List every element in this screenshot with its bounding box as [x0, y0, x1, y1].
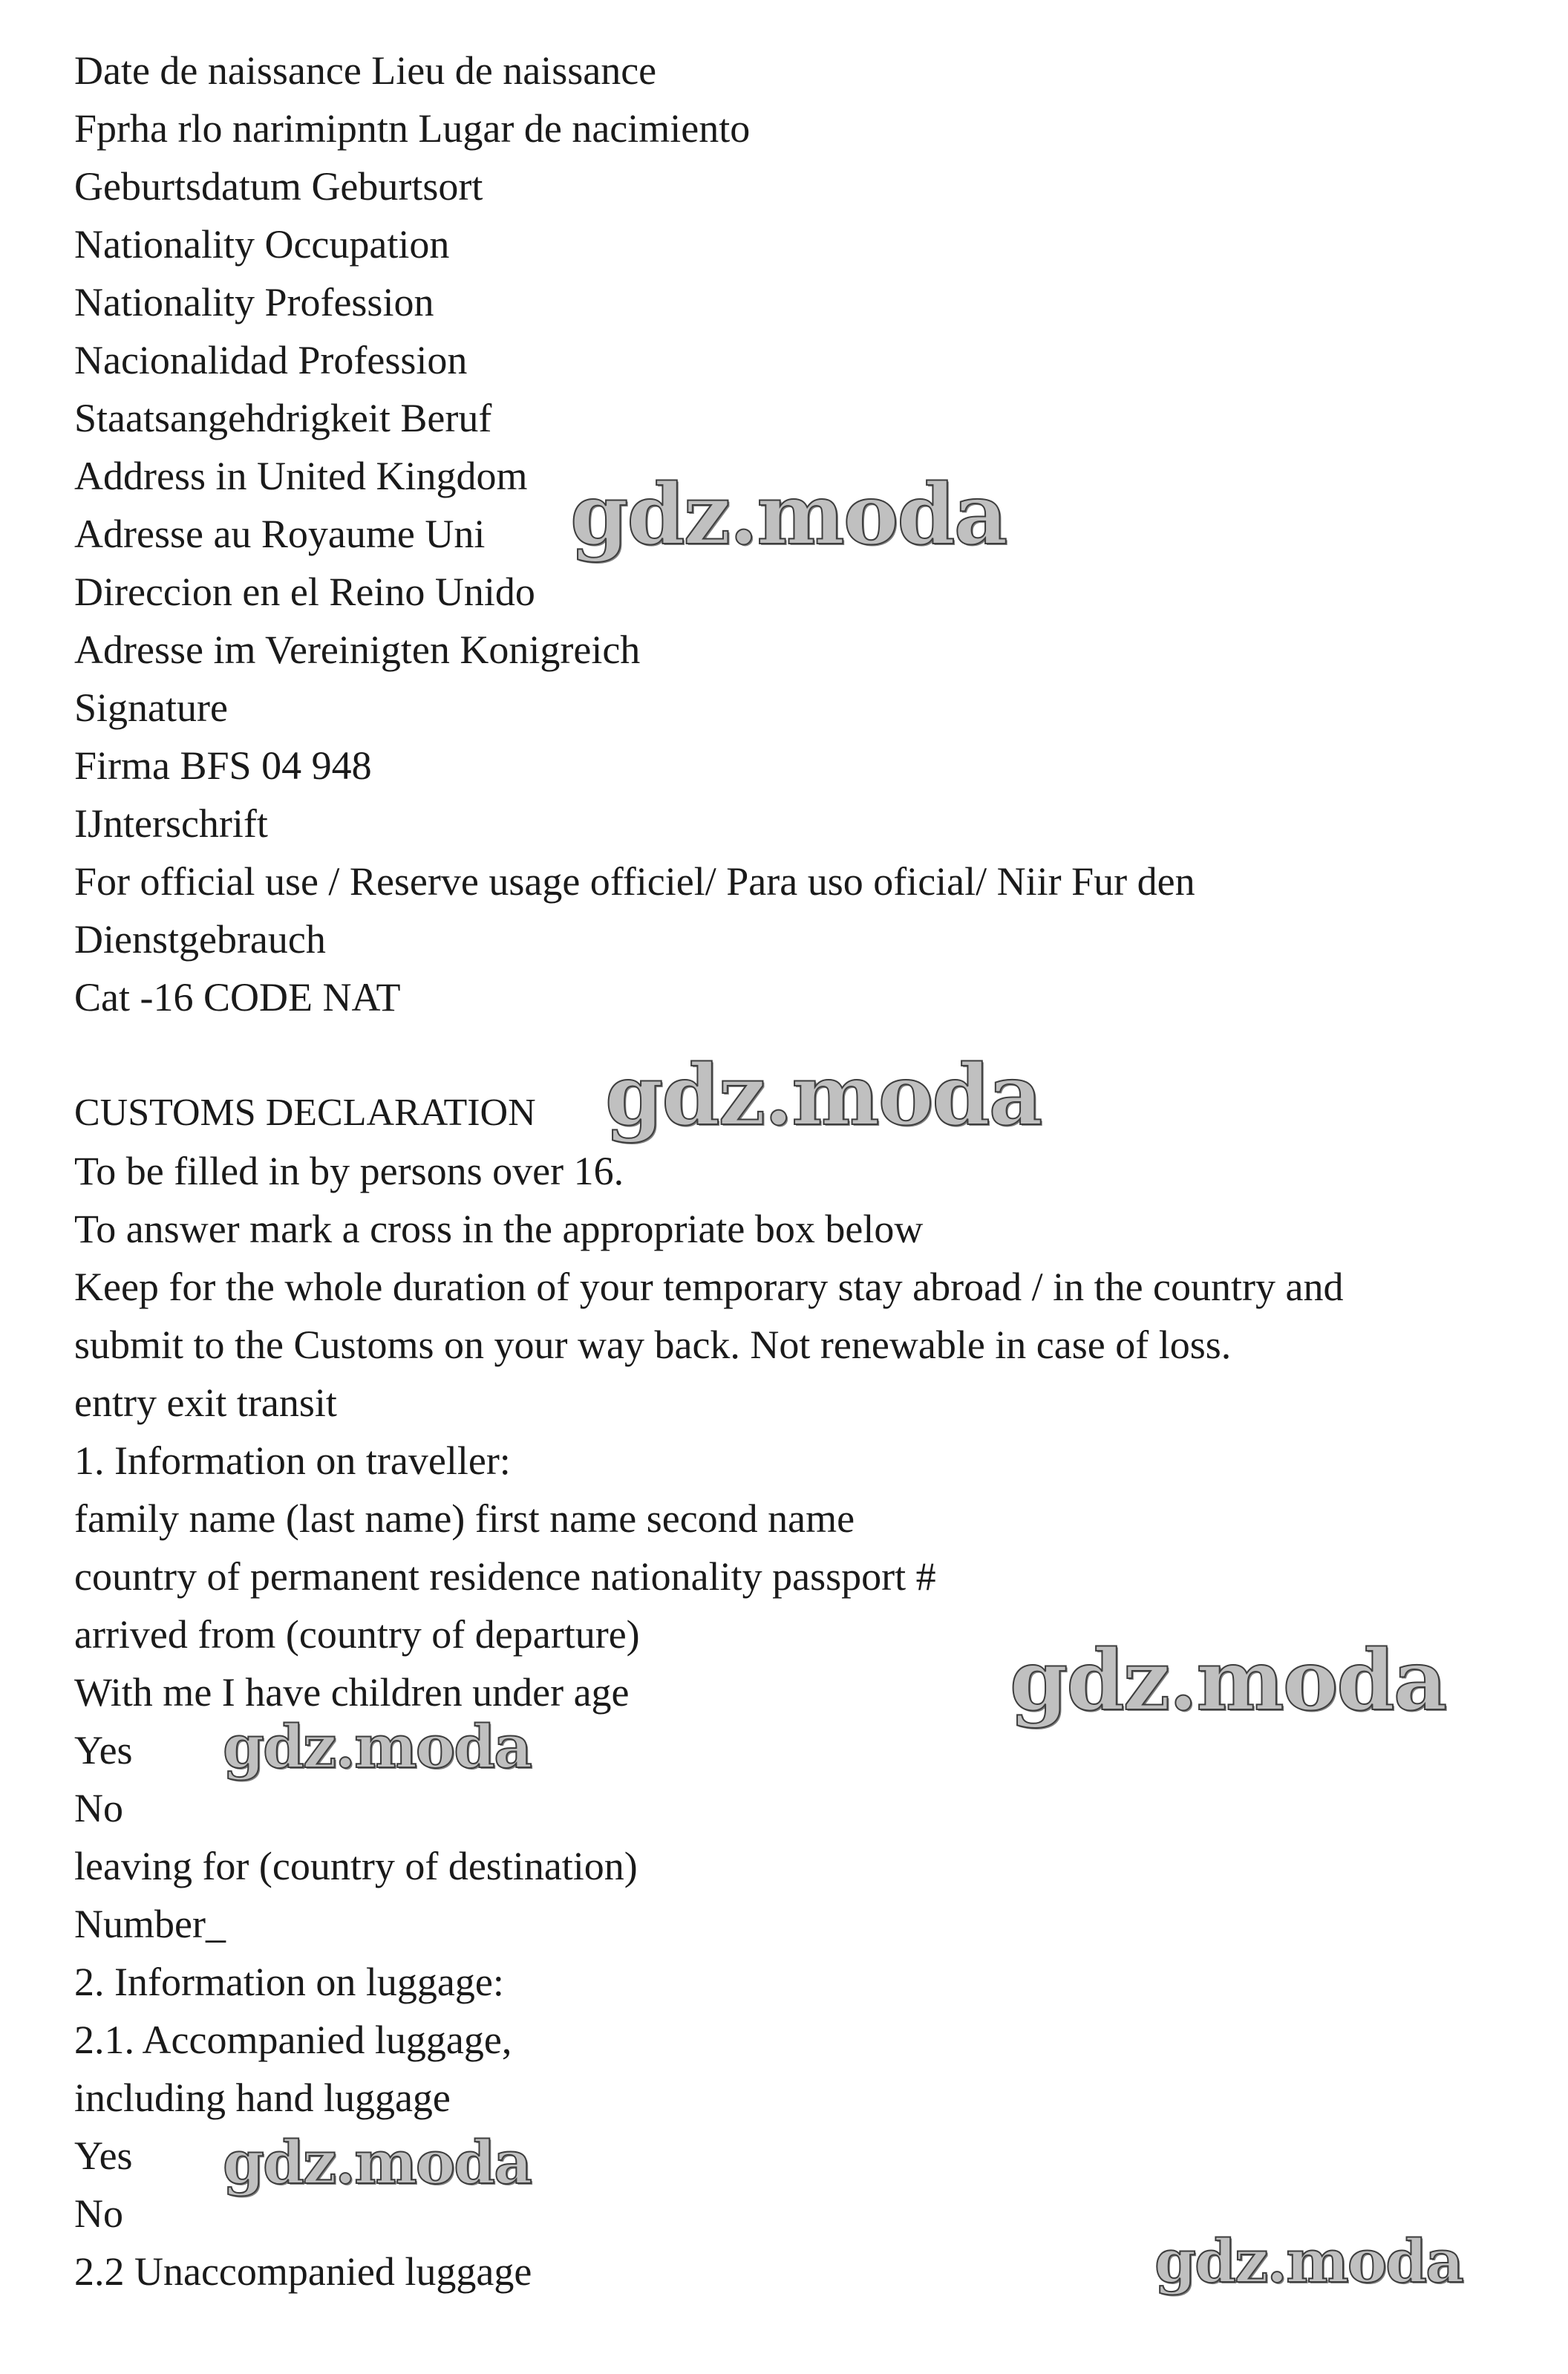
- text-line: Firma BFS 04 948: [74, 743, 372, 788]
- text-line: Signature: [74, 685, 228, 730]
- text-line: Nationality Profession: [74, 280, 434, 325]
- text-line: submit to the Customs on your way back. Not renewable in case of loss.: [74, 1323, 1232, 1367]
- text-line: Date de naissance Lieu de naissance: [74, 48, 657, 93]
- watermark-logo: gdz.moda: [570, 466, 1007, 564]
- text-line: Yes: [74, 2133, 133, 2178]
- text-line: No: [74, 2191, 123, 2236]
- watermark-logo: gdz.moda: [223, 1712, 531, 1781]
- text-line: Nacionalidad Profession: [74, 338, 468, 382]
- text-line: Dienstgebrauch: [74, 917, 326, 962]
- watermark-logo: gdz.moda: [1010, 1632, 1446, 1729]
- text-line: Staatsangehdrigkeit Beruf: [74, 396, 492, 440]
- text-line: Address in United Kingdom: [74, 454, 528, 498]
- text-line: IJnterschrift: [74, 801, 268, 846]
- text-line: 1. Information on traveller:: [74, 1438, 511, 1483]
- watermark-logo: gdz.moda: [605, 1047, 1042, 1144]
- text-line: country of permanent residence nationality passport #: [74, 1554, 936, 1599]
- text-line: To answer mark a cross in the appropriate box below: [74, 1207, 924, 1251]
- text-line: Number_: [74, 1902, 226, 1946]
- text-line: Adresse im Vereinigten Konigreich: [74, 627, 641, 672]
- watermark-logo: gdz.moda: [1154, 2226, 1463, 2296]
- text-line: Keep for the whole duration of your temporary stay abroad / in the country and: [74, 1265, 1344, 1309]
- text-line: Cat -16 CODE NAT: [74, 975, 401, 1020]
- text-line: Direccion en el Reino Unido: [74, 570, 535, 614]
- text-line: 2.1. Accompanied luggage,: [74, 2018, 512, 2062]
- text-line: For official use / Reserve usage officiel/ Para uso oficial/ Niir Fur den: [74, 859, 1195, 904]
- text-line: arrived from (country of departure): [74, 1612, 640, 1657]
- text-line: 2. Information on luggage:: [74, 1960, 504, 2004]
- text-line: Yes: [74, 1728, 133, 1773]
- text-line: Nationality Occupation: [74, 222, 450, 267]
- text-line: No: [74, 1786, 123, 1830]
- text-line: With me I have children under age: [74, 1670, 630, 1715]
- text-line: 2.2 Unaccompanied luggage: [74, 2249, 532, 2294]
- text-line: entry exit transit: [74, 1380, 337, 1425]
- customs-heading: CUSTOMS DECLARATION: [74, 1092, 536, 1134]
- watermark-logo: gdz.moda: [223, 2127, 531, 2197]
- text-line: leaving for (country of destination): [74, 1844, 638, 1888]
- text-line: family name (last name) first name second name: [74, 1496, 855, 1541]
- text-line: Geburtsdatum Geburtsort: [74, 164, 483, 209]
- text-line: Adresse au Royaume Uni: [74, 512, 486, 556]
- text-line: including hand luggage: [74, 2075, 451, 2120]
- text-line: Fprha rlo narimipntn Lugar de nacimiento: [74, 106, 751, 151]
- text-line: To be filled in by persons over 16.: [74, 1149, 624, 1193]
